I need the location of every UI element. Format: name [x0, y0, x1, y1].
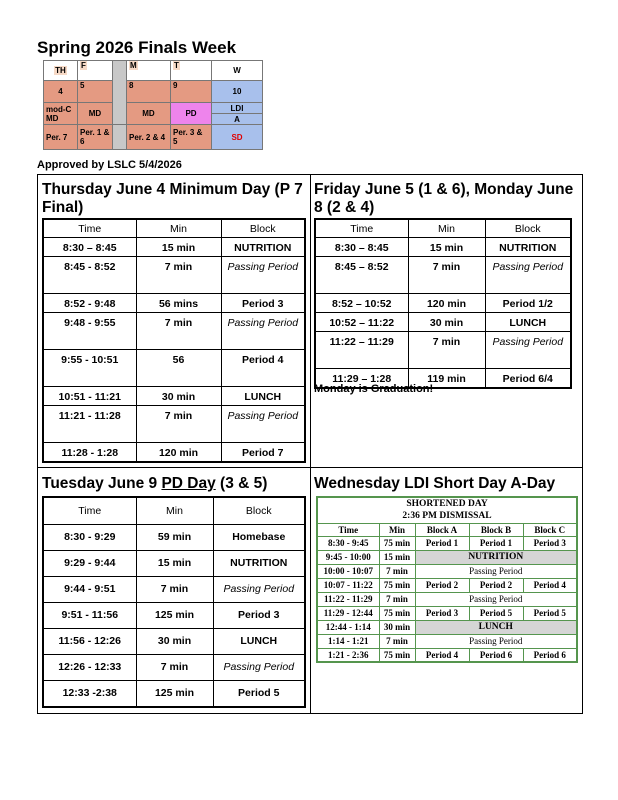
tuesday-title-prefix: Tuesday June 9 [42, 475, 162, 492]
graduation-note: Monday is Graduation! [314, 383, 434, 395]
nutrition-cell: NUTRITION [415, 550, 577, 564]
cal-day-w: W [212, 61, 263, 81]
cal-wed-a-day: A [212, 114, 263, 125]
time-cell: 11:22 – 11:29 [315, 332, 408, 369]
min-cell: 15 min [136, 238, 221, 257]
cal-date-8: 8 [127, 81, 171, 103]
table-row [43, 387, 305, 406]
cal-date-5: 5 [78, 81, 113, 103]
time-cell: 8:52 - 9:48 [43, 294, 136, 313]
time-cell: 9:44 - 9:51 [43, 576, 136, 602]
min-cell: 15 min [408, 238, 485, 257]
table-row [317, 550, 577, 564]
tuesday-title [42, 475, 306, 493]
cal-date-10: 10 [212, 81, 263, 103]
banner-row [317, 510, 577, 523]
table-row [315, 238, 571, 257]
min-cell: 7 min [136, 406, 221, 443]
table-row [315, 294, 571, 313]
block-b-cell: Period 1 [469, 536, 523, 550]
block-cell: Period 4 [221, 350, 305, 387]
block-cell: NUTRITION [485, 238, 571, 257]
page-title: Spring 2026 Finals Week [37, 38, 237, 57]
time-cell: 12:44 - 1:14 [317, 620, 379, 634]
header-block-a: Block A [415, 523, 469, 536]
block-cell: Homebase [213, 524, 305, 550]
min-cell: 7 min [136, 257, 221, 294]
min-cell: 7 min [379, 592, 415, 606]
table-row [43, 313, 305, 350]
block-cell: Passing Period [213, 654, 305, 680]
block-cell: Passing Period [221, 257, 305, 294]
tuesday-title-pd-day: PD Day [161, 475, 216, 492]
table-row [43, 602, 305, 628]
min-cell: 125 min [136, 680, 213, 707]
table-row [43, 443, 305, 463]
min-cell: 75 min [379, 578, 415, 592]
time-cell: 10:51 - 11:21 [43, 387, 136, 406]
min-cell: 75 min [379, 648, 415, 662]
block-cell: Period 5 [213, 680, 305, 707]
table-row [43, 524, 305, 550]
block-cell: Period 6/4 [485, 369, 571, 389]
block-c-cell: Period 6 [523, 648, 577, 662]
time-cell: 9:51 - 11:56 [43, 602, 136, 628]
table-header-row [315, 219, 571, 238]
cal-day-t: T [171, 61, 212, 81]
block-cell: Period 3 [213, 602, 305, 628]
table-row [317, 634, 577, 648]
wednesday-ldi-table [316, 496, 578, 663]
table-row [317, 648, 577, 662]
min-cell: 7 min [408, 332, 485, 369]
min-cell: 7 min [408, 257, 485, 294]
block-cell: Passing Period [485, 257, 571, 294]
cal-day-th: TH [44, 61, 78, 81]
cal-day-f: F [78, 61, 113, 81]
cal-date-9: 9 [171, 81, 212, 103]
lunch-cell: LUNCH [415, 620, 577, 634]
min-cell: 119 min [408, 369, 485, 389]
block-cell: Period 3 [221, 294, 305, 313]
cal-type-wednesday: LDI [212, 103, 263, 114]
header-min: Min [136, 219, 221, 238]
block-cell: LUNCH [213, 628, 305, 654]
table-row [315, 332, 571, 369]
min-cell: 30 min [136, 387, 221, 406]
table-row [317, 592, 577, 606]
time-cell: 8:30 – 8:45 [315, 238, 408, 257]
header-block: Block [221, 219, 305, 238]
header-min: Min [408, 219, 485, 238]
min-cell: 75 min [379, 606, 415, 620]
time-cell: 1:21 - 2:36 [317, 648, 379, 662]
time-cell: 9:55 - 10:51 [43, 350, 136, 387]
table-row [43, 238, 305, 257]
header-time: Time [317, 523, 379, 536]
calendar-weekend-separator-bottom [113, 125, 127, 150]
table-row [43, 257, 305, 294]
table-row [43, 406, 305, 443]
block-cell: Passing Period [213, 576, 305, 602]
cal-period-thursday: Per. 7 [44, 125, 78, 150]
min-cell: 30 min [408, 313, 485, 332]
time-cell: 9:45 - 10:00 [317, 550, 379, 564]
time-cell: 8:30 - 9:29 [43, 524, 136, 550]
cal-type-monday: MD [127, 103, 171, 125]
dismissal-banner: 2:36 PM DISMISSAL [317, 510, 577, 523]
header-time: Time [43, 497, 136, 524]
table-row [43, 550, 305, 576]
min-cell: 7 min [136, 654, 213, 680]
block-cell: NUTRITION [221, 238, 305, 257]
min-cell: 59 min [136, 524, 213, 550]
thursday-schedule-table [42, 218, 306, 463]
passing-cell: Passing Period [415, 564, 577, 578]
min-cell: 7 min [379, 634, 415, 648]
block-cell: Period 1/2 [485, 294, 571, 313]
calendar-period-row [44, 125, 263, 150]
time-cell: 11:22 - 11:29 [317, 592, 379, 606]
block-cell: Passing Period [221, 313, 305, 350]
table-header-row [43, 497, 305, 524]
time-cell: 8:30 - 9:45 [317, 536, 379, 550]
time-cell: 9:48 - 9:55 [43, 313, 136, 350]
min-cell: 56 [136, 350, 221, 387]
header-block-c: Block C [523, 523, 577, 536]
wednesday-title: Wednesday LDI Short Day A-Day [314, 475, 556, 492]
table-row [43, 350, 305, 387]
time-cell: 1:14 - 1:21 [317, 634, 379, 648]
time-cell: 11:21 - 11:28 [43, 406, 136, 443]
approval-note: Approved by LSLC 5/4/2026 [37, 159, 182, 171]
time-cell: 10:52 – 11:22 [315, 313, 408, 332]
table-header-row [43, 219, 305, 238]
block-a-cell: Period 1 [415, 536, 469, 550]
cal-period-tuesday: Per. 3 & 5 [171, 125, 212, 150]
calendar-date-row [44, 81, 263, 103]
banner-row [317, 497, 577, 510]
block-a-cell: Period 4 [415, 648, 469, 662]
min-cell: 30 min [379, 620, 415, 634]
tuesday-title-suffix: (3 & 5) [215, 475, 268, 492]
table-row [317, 564, 577, 578]
cal-period-wednesday: SD [212, 125, 263, 150]
time-cell: 9:29 - 9:44 [43, 550, 136, 576]
cal-day-m: M [127, 61, 171, 81]
table-header-row [317, 523, 577, 536]
friday-title: Friday June 5 (1 & 6), Monday June 8 (2 & 4) [314, 181, 574, 216]
block-cell: Passing Period [485, 332, 571, 369]
time-cell: 11:29 - 12:44 [317, 606, 379, 620]
table-row [43, 680, 305, 707]
table-row [315, 313, 571, 332]
friday-schedule-table [314, 218, 572, 389]
passing-cell: Passing Period [415, 592, 577, 606]
block-a-cell: Period 2 [415, 578, 469, 592]
min-cell: 120 min [136, 443, 221, 463]
time-cell: 8:45 – 8:52 [315, 257, 408, 294]
table-row [315, 257, 571, 294]
block-cell: NUTRITION [213, 550, 305, 576]
table-row [43, 654, 305, 680]
time-cell: 11:29 – 1:28 [315, 369, 408, 389]
min-cell: 7 min [136, 576, 213, 602]
block-cell: LUNCH [221, 387, 305, 406]
cal-date-4: 4 [44, 81, 78, 103]
calendar-type-row [44, 103, 263, 114]
time-cell: 8:30 – 8:45 [43, 238, 136, 257]
header-time: Time [43, 219, 136, 238]
time-cell: 8:52 – 10:52 [315, 294, 408, 313]
min-cell: 56 mins [136, 294, 221, 313]
cal-type-friday: MD [78, 103, 113, 125]
header-min: Min [136, 497, 213, 524]
finals-calendar [43, 60, 263, 150]
cal-type-tuesday: PD [171, 103, 212, 125]
table-row [317, 536, 577, 550]
calendar-day-row [44, 61, 263, 81]
table-row [317, 620, 577, 634]
header-min: Min [379, 523, 415, 536]
cal-period-monday: Per. 2 & 4 [127, 125, 171, 150]
calendar-weekend-separator [113, 61, 127, 125]
cal-period-friday: Per. 1 & 6 [78, 125, 113, 150]
min-cell: 7 min [136, 313, 221, 350]
header-block: Block [213, 497, 305, 524]
block-b-cell: Period 2 [469, 578, 523, 592]
table-row [43, 294, 305, 313]
min-cell: 75 min [379, 536, 415, 550]
min-cell: 15 min [136, 550, 213, 576]
min-cell: 125 min [136, 602, 213, 628]
thursday-title: Thursday June 4 Minimum Day (P 7 Final) [42, 181, 303, 216]
table-row [317, 606, 577, 620]
time-cell: 10:07 - 11:22 [317, 578, 379, 592]
block-a-cell: Period 3 [415, 606, 469, 620]
time-cell: 12:33 -2:38 [43, 680, 136, 707]
time-cell: 11:28 - 1:28 [43, 443, 136, 463]
block-c-cell: Period 3 [523, 536, 577, 550]
header-block-b: Block B [469, 523, 523, 536]
table-row [43, 628, 305, 654]
grid-horizontal-divider [38, 467, 582, 468]
block-cell: Passing Period [221, 406, 305, 443]
time-cell: 11:56 - 12:26 [43, 628, 136, 654]
min-cell: 15 min [379, 550, 415, 564]
min-cell: 30 min [136, 628, 213, 654]
tuesday-schedule-table [42, 496, 306, 708]
header-time: Time [315, 219, 408, 238]
header-block: Block [485, 219, 571, 238]
block-c-cell: Period 5 [523, 606, 577, 620]
table-row [43, 576, 305, 602]
block-cell: LUNCH [485, 313, 571, 332]
table-row [317, 578, 577, 592]
time-cell: 10:00 - 10:07 [317, 564, 379, 578]
cal-type-thursday: mod-C MD [44, 103, 78, 125]
shortened-day-banner: SHORTENED DAY [317, 497, 577, 510]
block-c-cell: Period 4 [523, 578, 577, 592]
block-b-cell: Period 6 [469, 648, 523, 662]
block-b-cell: Period 5 [469, 606, 523, 620]
block-cell: Period 7 [221, 443, 305, 463]
min-cell: 120 min [408, 294, 485, 313]
min-cell: 7 min [379, 564, 415, 578]
time-cell: 12:26 - 12:33 [43, 654, 136, 680]
time-cell: 8:45 - 8:52 [43, 257, 136, 294]
passing-cell: Passing Period [415, 634, 577, 648]
grid-vertical-divider [310, 175, 311, 713]
